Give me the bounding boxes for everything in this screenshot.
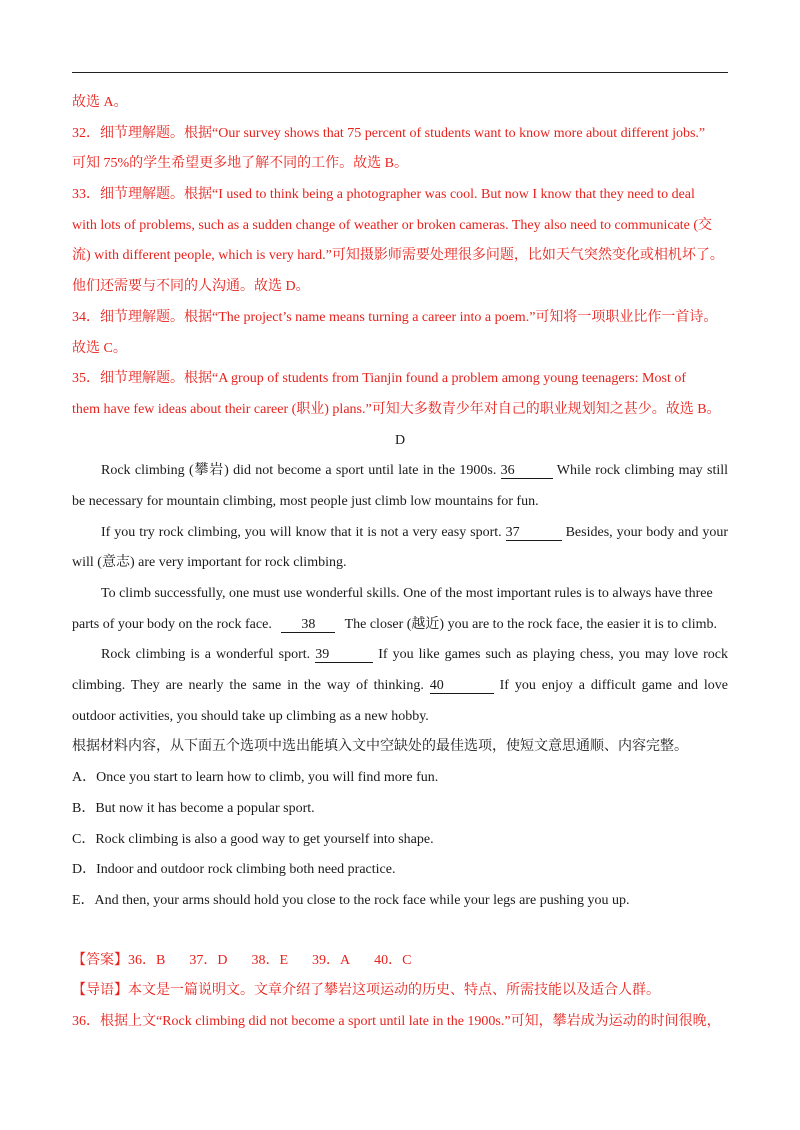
q32-line-2: 可知 75%的学生希望更多地了解不同的工作。故选 B。 [72,156,408,172]
paragraph-4-line-3: outdoor activities, you should take up climbing as a new hobby. [72,708,429,724]
q34-line-1: 34．细节理解题。根据“The project’s name means turning a career into a poem.”可知将一项职业比作一首诗。 [72,309,718,325]
q33-line-3: 流) with different people, which is very hard.”可知摄影师需要处理很多问题，比如天气突然变化或相机坏了。 [72,248,724,264]
paragraph-4-line-1 [72,640,728,671]
paragraph-1-line-2: be necessary for mountain climbing, most people just climb low mountains for fun. [72,493,539,509]
blank-39: 39 [315,647,373,663]
paragraph-1-line-1 [72,456,728,487]
header-rule [72,72,728,73]
q36-explanation: 36．根据上文“Rock climbing did not become a sport until late in the 1900s.”可知，攀岩成为运动的时间很晚， [72,1013,721,1029]
p4-text-c: climbing. They are nearly the same in the way of thinking. [72,678,424,694]
paragraph-3-line-2 [72,610,728,641]
p3-text-a: parts of your body on the rock face. [72,616,272,632]
prev-line: 故选 A。 [72,95,128,110]
option-c: C．Rock climbing is also a good way to get yourself into shape. [72,831,434,847]
p1-text-a: Rock climbing (攀岩) did not become a sport until late in the 1900s. [101,463,497,479]
blank-36: 36 [501,463,553,479]
q34-line-2: 故选 C。 [72,340,127,356]
q33-line-2: with lots of problems, such as a sudden change of weather or broken cameras. They also need to communicate (交 [72,217,713,233]
section-title: D [394,432,406,448]
p2-text-b: Besides, your body and your [565,524,728,540]
blank-38: 38 [281,617,335,633]
q35-line-2: them have few ideas about their career (职业) plans.”可知大多数青少年对自己的职业规划知之甚少。故选 B。 [72,401,721,417]
option-a: A．Once you start to learn how to climb, you will find more fun. [72,770,439,786]
guide-tag: 【导语】 [72,983,128,999]
q33-line-4: 他们还需要与不同的人沟通。故选 D。 [72,279,310,295]
paragraph-3-line-1: To climb successfully, one must use wonderful skills. One of the most important rules is to always have three [101,586,713,601]
guide-line [72,976,728,1007]
page-content [72,88,728,1038]
blank-40: 40 [430,678,494,694]
instruction: 根据材料内容，从下面五个选项中选出能填入文中空缺处的最佳选项，使短文意思通顺、内容完整。 [72,739,688,755]
p3-text-b: The closer (越近) you are to the rock face, the easier it is to climb. [344,616,717,632]
option-e: E．And then, your arms should hold you close to the rock face while your legs are pushing you up. [72,892,630,908]
answer-39: 39．A [312,952,351,968]
answer-37: 37．D [189,952,228,968]
p4-text-a: Rock climbing is a wonderful sport. [101,647,311,663]
q33-line-1: 33．细节理解题。根据“I used to think being a photographer was cool. But now I know that they need to deal [72,187,695,203]
paragraph-4-line-2 [72,671,728,702]
option-d: D．Indoor and outdoor rock climbing both need practice. [72,862,396,878]
p1-text-b: While rock climbing may still [556,463,728,479]
q35-line-1: 35．细节理解题。根据“A group of students from Tianjin found a problem among young teenagers: Most of [72,371,686,387]
option-b: B．But now it has become a popular sport. [72,800,315,816]
answer-line [72,946,728,977]
q32-line-1: 32．细节理解题。根据“Our survey shows that 75 percent of students want to know more about different jobs.” [72,125,706,141]
guide-text: 本文是一篇说明文。文章介绍了攀岩这项运动的历史、特点、所需技能以及适合人群。 [128,983,660,999]
paragraph-2-line-1 [72,518,728,549]
paragraph-2-line-2: will (意志) are very important for rock climbing. [72,555,347,571]
p4-text-b: If you like games such as playing chess, you may love rock [378,647,728,663]
p4-text-d: If you enjoy a difficult game and love [499,678,728,694]
answer-36: 36．B [128,952,166,968]
answer-tag: 【答案】 [72,952,128,968]
answer-40: 40．C [374,952,412,968]
p2-text-a: If you try rock climbing, you will know that it is not a very easy sport. [101,524,502,540]
spacer [72,917,728,946]
answer-38: 38．E [251,952,289,968]
blank-37: 37 [506,525,562,541]
